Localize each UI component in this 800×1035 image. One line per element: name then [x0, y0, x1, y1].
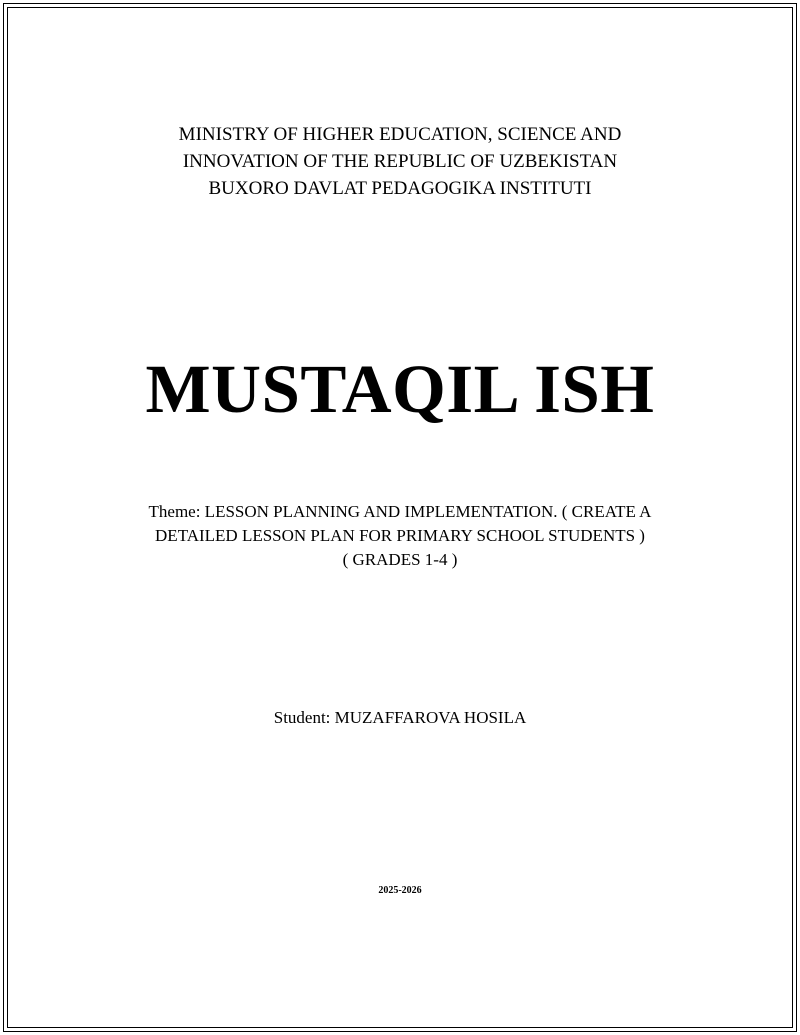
header-line: MINISTRY OF HIGHER EDUCATION, SCIENCE AND: [178, 124, 622, 145]
theme-text: [0, 500, 800, 572]
theme-line: DETAILED LESSON PLAN FOR PRIMARY SCHOOL STUDENTS ): [155, 526, 645, 545]
theme-line: Theme: LESSON PLANNING AND IMPLEMENTATION. ( CREATE A: [148, 502, 652, 521]
header-line: BUXORO DAVLAT PEDAGOGIKA INSTITUTI: [208, 178, 592, 199]
document-title: MUSTAQIL ISH: [145, 351, 655, 427]
institution-header: [0, 121, 800, 202]
theme-line: ( GRADES 1-4 ): [342, 550, 458, 569]
student-name: Student: MUZAFFAROVA HOSILA: [273, 708, 527, 727]
academic-year: 2025-2026: [378, 885, 422, 896]
header-line: INNOVATION OF THE REPUBLIC OF UZBEKISTAN: [182, 151, 618, 172]
